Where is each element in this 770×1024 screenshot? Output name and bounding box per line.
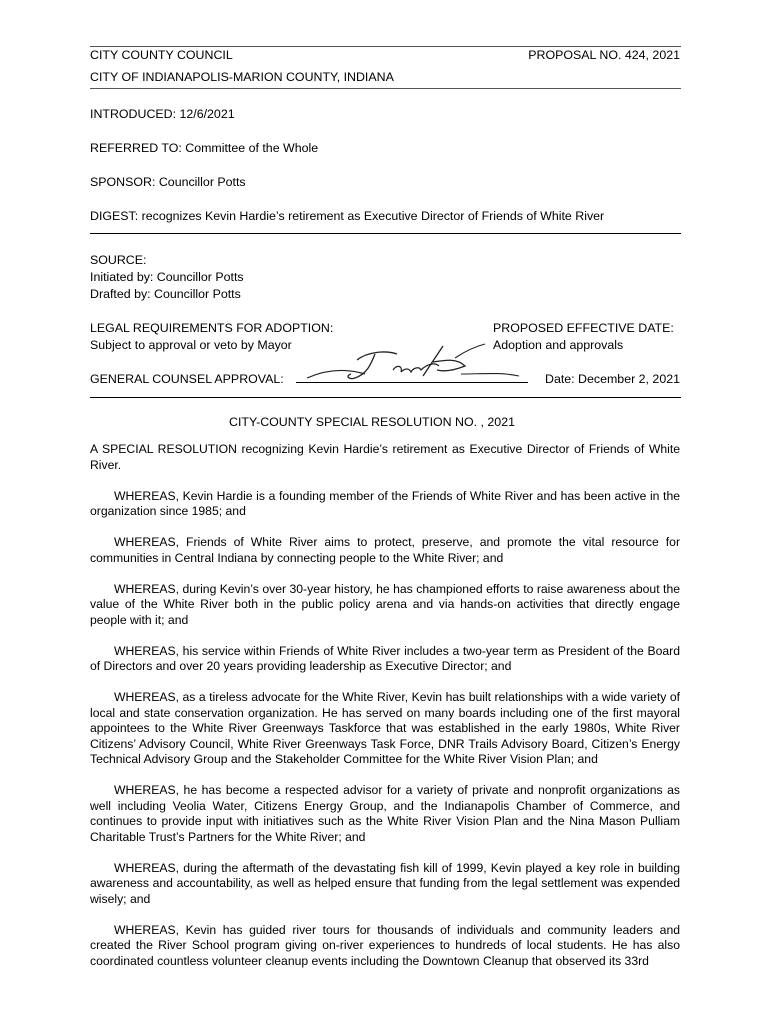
council-name: CITY COUNTY COUNCIL <box>90 48 233 62</box>
effective-date-heading: PROPOSED EFFECTIVE DATE: <box>493 321 674 335</box>
resolution-intro: A SPECIAL RESOLUTION recognizing Kevin Hardie’s retirement as Executive Director of Friends of White River. <box>90 442 680 472</box>
counsel-date: Date: December 2, 2021 <box>545 372 680 386</box>
legal-heading: LEGAL REQUIREMENTS FOR ADOPTION: <box>90 321 334 335</box>
referred-line: REFERRED TO: Committee of the Whole <box>90 141 319 155</box>
whereas-paragraph: WHEREAS, Kevin Hardie is a founding member of the Friends of White River and has been active in the organization since 1985; and <box>90 488 680 518</box>
counsel-label: GENERAL COUNSEL APPROVAL: <box>90 372 284 386</box>
whereas-paragraph: WHEREAS, as a tireless advocate for the White River, Kevin has built relationships with a wide variety of local and state conservation organization. He has served on many boards including one of the first mayoral appointees to the White River Greenways Taskforce that was established in the early 1980s, White River Citizens’ Advisory Council, White River Greenways Task Force, DNR Trails Advisory Board, Citizen’s Energy Technical Advisory Group and the Stakeholder Committee for the White River Vision Plan; and <box>90 690 680 766</box>
resolution-title: CITY-COUNTY SPECIAL RESOLUTION NO. , 2021 <box>229 415 515 429</box>
proposal-number: PROPOSAL NO. 424, 2021 <box>528 48 680 62</box>
counsel-rule <box>90 397 681 398</box>
whereas-paragraph: WHEREAS, Kevin has guided river tours for thousands of individuals and community leaders and created the River School program giving on-river experiences to hundreds of local students. He has also coordinated countless volunteer cleanup events including the Downtown Cleanup that observed its 33rd <box>90 922 680 968</box>
source-drafted: Drafted by: Councillor Potts <box>90 287 241 301</box>
whereas-paragraph: WHEREAS, his service within Friends of White River includes a two-year term as President of the Board of Directors and over 20 years providing leadership as Executive Director; and <box>90 643 680 673</box>
whereas-paragraph: WHEREAS, during Kevin’s over 30-year history, he has championed efforts to raise awareness about the value of the White River both in the public policy arena and via hands-on activities that directly engage people with it; and <box>90 581 680 627</box>
whereas-paragraph: WHEREAS, he has become a respected advisor for a variety of private and nonprofit organizations as well including Veolia Water, Citizens Energy Group, and the Indianapolis Chamber of Commerce, and continues to provide input with initiatives such as the White River Vision Plan and the Nina Mason Pulliam Charitable Trust’s Partners for the White River; and <box>90 783 680 844</box>
header-rule <box>90 88 681 89</box>
sponsor-line: SPONSOR: Councillor Potts <box>90 175 246 189</box>
whereas-paragraph: WHEREAS, Friends of White River aims to protect, preserve, and promote the vital resource for communities in Central Indiana by connecting people to the White River; and <box>90 535 680 565</box>
city-name: CITY OF INDIANAPOLIS-MARION COUNTY, INDIANA <box>90 70 394 84</box>
legal-value: Subject to approval or veto by Mayor <box>90 338 292 352</box>
signature-line <box>296 382 528 383</box>
introduced-line: INTRODUCED: 12/6/2021 <box>90 107 235 121</box>
source-heading: SOURCE: <box>90 253 147 267</box>
resolution-body <box>90 442 680 985</box>
source-initiated: Initiated by: Councillor Potts <box>90 270 244 284</box>
digest-rule <box>90 233 681 234</box>
effective-date-value: Adoption and approvals <box>493 338 624 352</box>
whereas-paragraph: WHEREAS, during the aftermath of the devastating fish kill of 1999, Kevin played a key role in building awareness and accountability, as well as helped ensure that funding from the legal settlement was expended wisely; and <box>90 860 680 906</box>
digest-line: DIGEST: recognizes Kevin Hardie’s retirement as Executive Director of Friends of White River <box>90 209 605 223</box>
